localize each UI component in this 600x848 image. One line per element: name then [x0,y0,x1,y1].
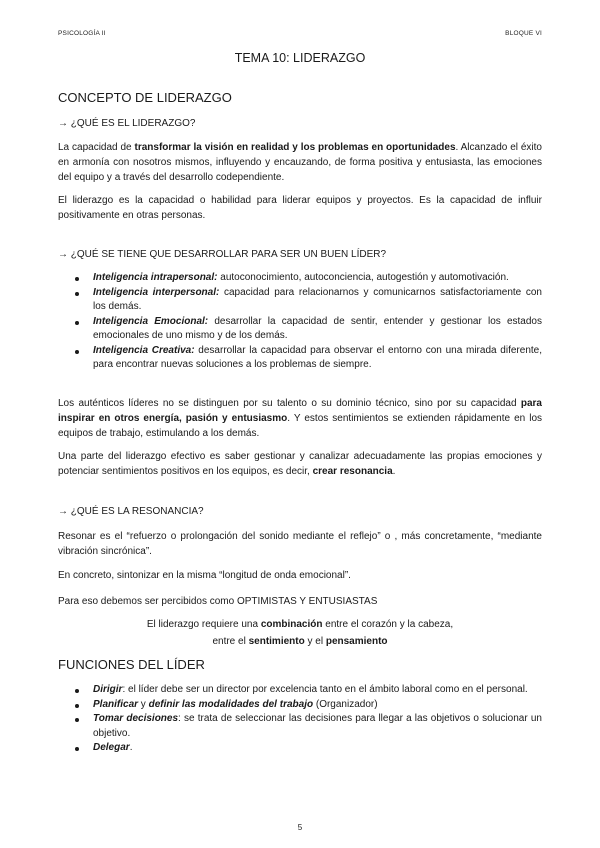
list-item: Tomar decisiones: se trata de seleccionar las decisiones para llegar a las objetivos o solucionar un objetivo. [58,712,542,741]
paragraph-optimistas: Para eso debemos ser percibidos como OPTIMISTAS Y ENTUSIASTAS [58,596,378,607]
list-item: Dirigir: el líder debe ser un director por excelencia tanto en el ámbito laboral como en el personal. [58,683,542,698]
bullet-icon [75,689,79,693]
question-buen-lider: → ¿QUÉ SE TIENE QUE DESARROLLAR PARA SER UN BUEN LÍDER? [58,249,387,260]
page-title: TEMA 10: LIDERAZGO [234,51,366,65]
question-resonancia: → ¿QUÉ ES LA RESONANCIA? [58,506,204,517]
list-item: Inteligencia Creativa: desarrollar la capacidad para observar el entorno con una mirada diferente, para encontrar nuevas soluciones a los problemas de siempre. [58,344,542,373]
bullet-icon [75,321,79,325]
quote-line-2: entre el sentimiento y el pensamiento [212,636,388,647]
paragraph-leadership-ability: El liderazgo es la capacidad o habilidad para liderar equipos y proyectos. Es la capacidad de influir positivamente en otras personas. [58,195,542,221]
question-que-es-liderazgo: → ¿QUÉ ES EL LIDERAZGO? [58,118,196,129]
paragraph-definition: La capacidad de transformar la visión en realidad y los problemas en oportunidades. Alcanzado el éxito en armonía con nosotros mismos, influyendo y encauzando, de forma positiva y entusiasta, las emociones del equipo y a través del desarrollo codependiente. [58,142,542,183]
quote-line-1: El liderazgo requiere una combinación entre el corazón y la cabeza, [146,619,454,630]
list-item: Delegar. [58,741,542,756]
intelligence-list [58,271,542,373]
bullet-icon [75,747,79,751]
bullet-icon [75,704,79,708]
bullet-icon [75,350,79,354]
list-item: Planificar y definir las modalidades del trabajo (Organizador) [58,698,542,713]
paragraph-sintonizar: En concreto, sintonizar en la misma “longitud de onda emocional”. [58,570,351,581]
header-block: BLOQUE VI [505,30,542,37]
list-item: Inteligencia intrapersonal: autoconocimiento, autoconciencia, autogestión y automotivación. [58,271,542,286]
header-subject: PSICOLOGÍA II [58,30,106,37]
paragraph-resonar: Resonar es el “refuerzo o prolongación del sonido mediante el reflejo” o , más concretamente, “mediante vibración sincrónica”. [58,531,542,557]
list-item: Inteligencia interpersonal: capacidad para relacionarnos y comunicarnos satisfactoriamente con los demás. [58,286,542,315]
paragraph-effective-leadership: Una parte del liderazgo efectivo es saber gestionar y canalizar adecuadamente las propias emociones y potenciar sentimientos positivos en los equipos, es decir, crear resonancia. [58,451,542,477]
list-item: Inteligencia Emocional: desarrollar la capacidad de sentir, entender y gestionar los estados emocionales de uno mismo y de los demás. [58,315,542,344]
functions-list [58,683,542,756]
bullet-icon [75,292,79,296]
section-heading-funciones: FUNCIONES DEL LÍDER [58,657,205,672]
bullet-icon [75,277,79,281]
centered-quote [0,616,600,650]
bullet-icon [75,718,79,722]
page-number: 5 [297,823,303,832]
paragraph-authentic-leaders: Los auténticos líderes no se distinguen por su talento o su dominio técnico, sino por su capacidad para inspirar en otros energía, pasión y entusiasmo. Y estos sentimientos se extienden rápidamente en los equipos de trabajo, estimulando a los demás. [58,398,543,439]
section-heading-concepto: CONCEPTO DE LIDERAZGO [58,90,232,105]
